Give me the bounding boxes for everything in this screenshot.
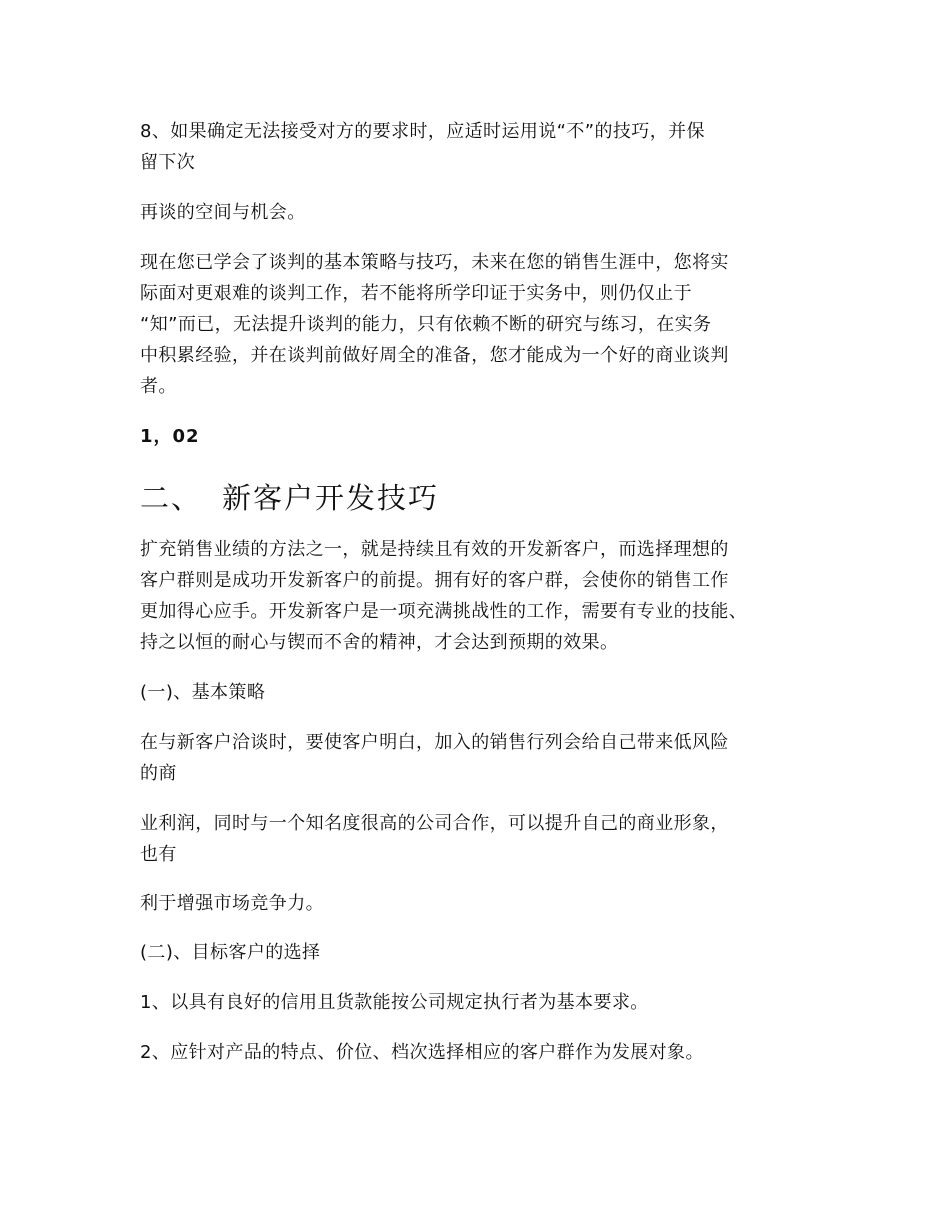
subsection-heading-basic-strategy <box>140 677 830 708</box>
strategy-paragraph-end <box>140 888 830 919</box>
paragraph-line: 在与新客户洽谈时，要使客户明白，加入的销售行列会给自己带来低风险 <box>140 732 729 753</box>
list-item-2 <box>140 1037 830 1068</box>
paragraph-line: 持之以恒的耐心与锲而不舍的精神，才会达到预期的效果。 <box>140 632 619 653</box>
section-heading-index: 二、 <box>140 481 203 515</box>
paragraph-8 <box>140 116 830 178</box>
section-number: 1，02 <box>140 426 200 447</box>
subsection-heading-target-customers <box>140 937 830 968</box>
list-item-text: 2、应针对产品的特点、价位、档次选择相应的客户群作为发展对象。 <box>140 1042 704 1063</box>
strategy-paragraph <box>140 727 830 789</box>
paragraph-line: 再谈的空间与机会。 <box>140 202 306 223</box>
list-item-text: 1、以具有良好的信用且货款能按公司规定执行者为基本要求。 <box>140 992 649 1013</box>
paragraph-line: 更加得心应手。开发新客户是一项充满挑战性的工作，需要有专业的技能、 <box>140 601 748 622</box>
section-heading <box>140 476 439 517</box>
paragraph-line: “知”而已，无法提升谈判的能力，只有依赖不断的研究与练习，在实务 <box>140 314 712 335</box>
paragraph-line: 客户群则是成功开发新客户的前提。拥有好的客户群，会使你的销售工作 <box>140 570 729 591</box>
paragraph-line: 留下次 <box>140 152 196 173</box>
paragraph-line: 业利润，同时与一个知名度很高的公司合作，可以提升自己的商业形象， <box>140 813 729 834</box>
summary-paragraph <box>140 247 830 402</box>
subsection-title: (一)、基本策略 <box>140 682 266 703</box>
paragraph-line: 现在您已学会了谈判的基本策略与技巧，未来在您的销售生涯中，您将实 <box>140 252 729 273</box>
paragraph-line: 扩充销售业绩的方法之一，就是持续且有效的开发新客户，而选择理想的 <box>140 539 729 560</box>
list-item-1 <box>140 987 830 1018</box>
paragraph-8-continuation <box>140 197 830 228</box>
section-heading-title: 新客户开发技巧 <box>222 481 440 515</box>
paragraph-line: 的商 <box>140 763 177 784</box>
intro-paragraph <box>140 534 830 658</box>
paragraph-line: 利于增强市场竞争力。 <box>140 893 324 914</box>
paragraph-line: 际面对更艰难的谈判工作，若不能将所学印证于实务中，则仍仅止于 <box>140 283 692 304</box>
subsection-title: (二)、目标客户的选择 <box>140 942 321 963</box>
paragraph-line: 者。 <box>140 376 177 397</box>
paragraph-line: 中积累经验，并在谈判前做好周全的准备，您才能成为一个好的商业谈判 <box>140 345 729 366</box>
paragraph-line: 8、如果确定无法接受对方的要求时，应适时运用说“不”的技巧，并保 <box>140 121 705 142</box>
paragraph-line: 也有 <box>140 844 177 865</box>
strategy-paragraph-continuation <box>140 808 830 870</box>
